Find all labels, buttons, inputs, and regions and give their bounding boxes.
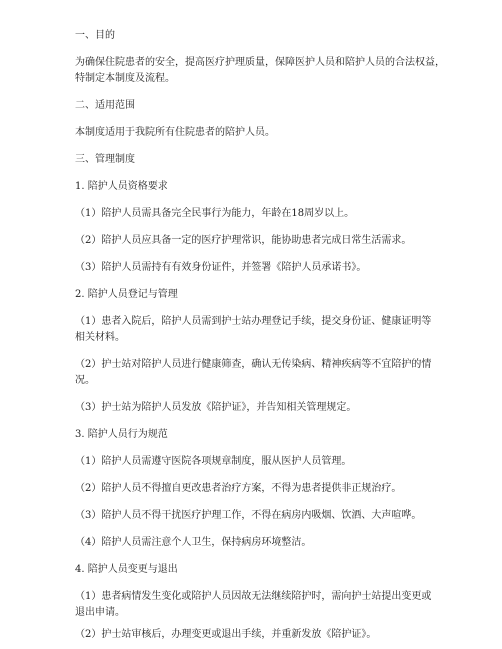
section-2-item-1-line-1: （1）患者入院后，陪护人员需到护士站办理登记手续，提交身份证、健康证明等 [75,316,432,327]
section-3-item-4: （4）陪护人员需注意个人卫生，保持病房环境整洁。 [75,537,312,548]
section-3-item-1: （1）陪护人员需遵守医院各项规章制度，服从医护人员管理。 [75,456,352,467]
section-4-item-1-line-1: （1）患者病情发生变化或陪护人员因故无法继续陪护时，需向护士站提出变更或 [75,591,432,602]
section-1-item-2: （2）陪护人员应具备一定的医疗护理常识，能协助患者完成日常生活需求。 [75,235,412,246]
section-2-item-2-line-2: 况。 [75,375,95,386]
section-1-title: 1. 陪护人员资格要求 [75,181,168,192]
section-4-item-1-line-2: 退出申请。 [75,607,125,618]
section-1-item-3: （3）陪护人员需持有有效身份证件，并签署《陪护人员承诺书》。 [75,262,367,273]
section-2-title: 2. 陪护人员登记与管理 [75,289,178,300]
section-2-item-2-line-1: （2）护士站对陪护人员进行健康筛查，确认无传染病、精神疾病等不宜陪护的情 [75,359,432,370]
section-4-title: 4. 陪护人员变更与退出 [75,564,178,575]
section-4-item-2: （2）护士站审核后，办理变更或退出手续，并重新发放《陪护证》。 [75,629,377,640]
section-2-item-1-line-2: 相关材料。 [75,332,125,343]
section-3-item-3: （3）陪护人员不得干扰医疗护理工作，不得在病房内吸烟、饮酒、大声喧哗。 [75,510,422,521]
section-2-item-3: （3）护士站为陪护人员发放《陪护证》，并告知相关管理规定。 [75,402,357,413]
section-3-item-2: （2）陪护人员不得擅自更改患者治疗方案，不得为患者提供非正规治疗。 [75,483,402,494]
heading-purpose: 一、目的 [75,30,115,41]
section-1-item-1: （1）陪护人员需具备完全民事行为能力，年龄在18周岁以上。 [75,208,355,219]
section-3-title: 3. 陪护人员行为规范 [75,429,168,440]
purpose-text-line-1: 为确保住院患者的安全，提高医疗护理质量，保障医护人员和陪护人员的合法权益， [75,57,445,68]
heading-management: 三、管理制度 [75,154,135,165]
purpose-text-line-2: 特制定本制度及流程。 [75,73,175,84]
heading-scope: 二、适用范围 [75,100,135,111]
scope-text: 本制度适用于我院所有住院患者的陪护人员。 [75,127,275,138]
